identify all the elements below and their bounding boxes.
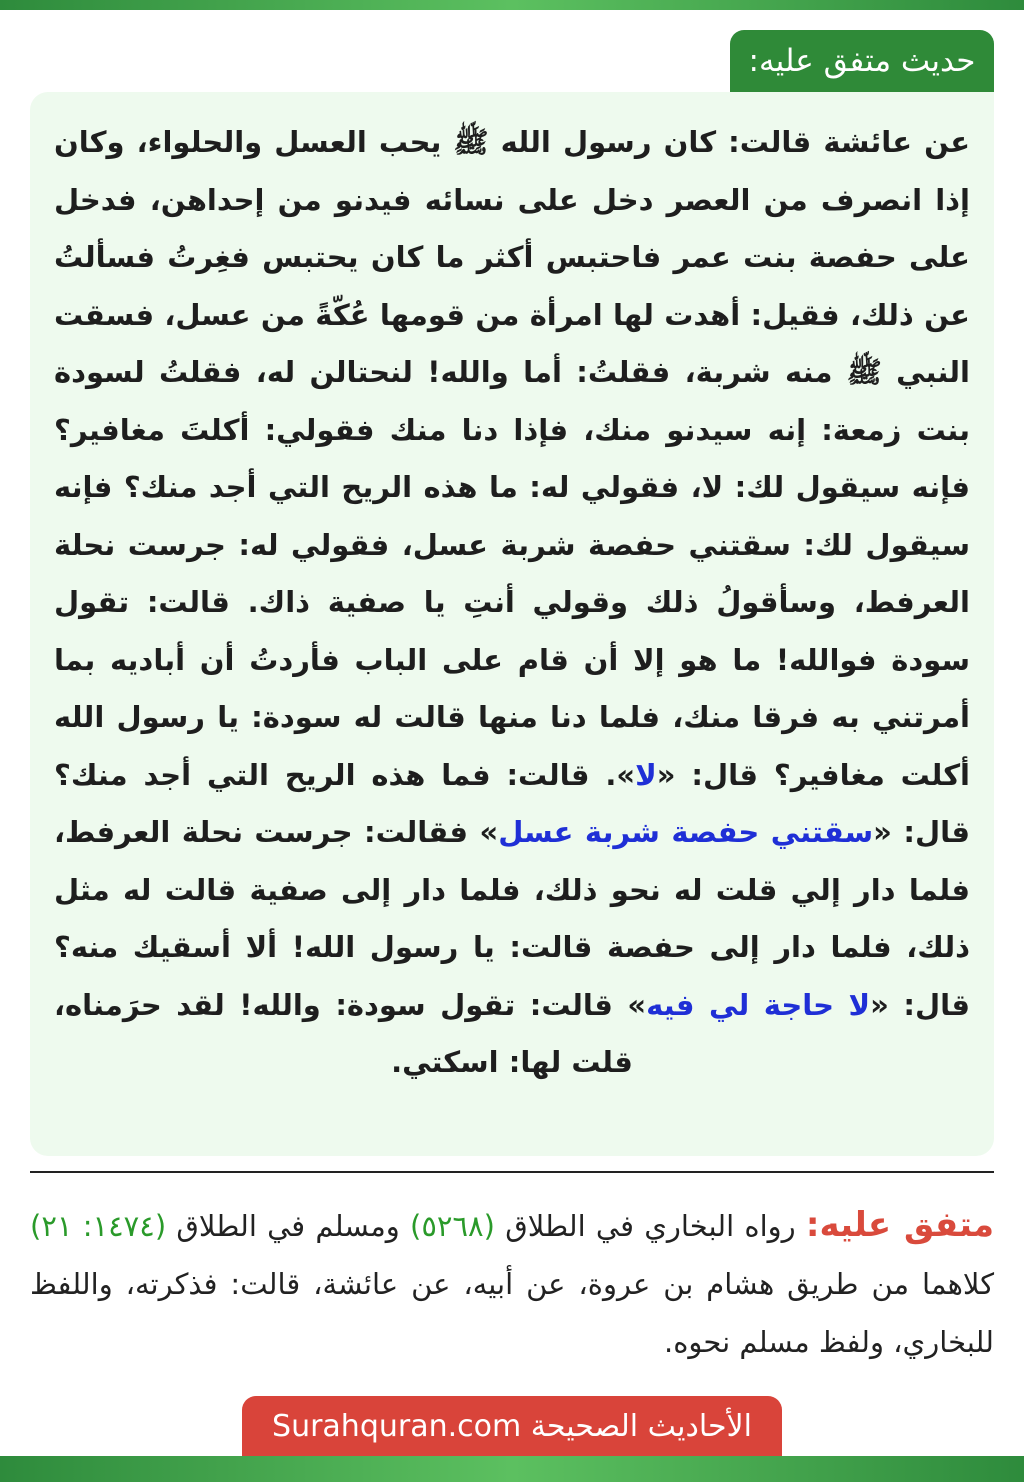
hadith-part-1: عن عائشة قالت: كان رسول الله ﷺ يحب العسل والحلواء، وكان إذا انصرف من العصر دخل على نسائه فيدنو من إحداهن، فدخل على حفصة بنت عمر فاحتبس أكثر ما كان يحتبس فغِرتُ فسألتُ عن ذلك، فقيل: أهدت لها امرأة من قومها عُكّةً من عسل، فسقت النبي ﷺ منه شربة، فقلتُ: أما والله! لنحتالن له، فقلتُ لسودة بنت زمعة: إنه سيدنو منك، فإذا دنا منك فقولي: أكلتَ مغافير؟ فإنه سيقول لك: لا، فقولي له: ما هذه الريح التي أجد منك؟ فإنه سيقول لك: سقتني حفصة شربة عسل، فقولي له: جرست نحلة العرفط، وسأقولُ ذلك وقولي أنتِ يا صفية ذاك. قالت: تقول سودة فوالله! ما هو إلا أن قام على الباب فأردتُ أن أباديه بما أمرتني به فرقا منك، فلما دنا منها قالت له سودة: يا رسول الله أكلت مغافير؟ قال: « [54, 125, 970, 792]
source-text-1: رواه البخاري في الطلاق [494, 1209, 806, 1243]
hadith-part-2: ». قالت: فما هذه الريح التي أجد منك؟ قال: « [54, 757, 970, 849]
prophet-quote-2: سقتني حفصة شربة عسل [498, 815, 874, 849]
source-text-2: ومسلم في الطلاق [166, 1209, 410, 1243]
hadith-text [54, 114, 970, 1092]
section-divider [30, 1171, 994, 1173]
prophet-quote-1: لا [635, 757, 657, 792]
source-ref-bukhari: (٥٢٦٨) [409, 1209, 495, 1243]
source-reference [30, 1196, 994, 1371]
site-link-button[interactable]: الأحاديث الصحيحة Surahquran.com [242, 1396, 782, 1458]
source-label: متفق عليه: [805, 1205, 995, 1245]
hadith-type-tag: حديث متفق عليه: [730, 30, 994, 92]
top-accent-bar [0, 0, 1024, 10]
hadith-box [30, 92, 994, 1156]
bottom-accent-bar [0, 1456, 1024, 1482]
source-ref-muslim: (١٤٧٤: ٢١) [30, 1209, 167, 1243]
hadith-part-3: » فقالت: جرست نحلة العرفط، فلما دار إلي قلت له نحو ذلك، فلما دار إلى صفية قالت له مثل ذلك، فلما دار إلى حفصة قالت: يا رسول الله! ألا أسقيك منه؟ قال: « [54, 815, 971, 1022]
source-text-3: كلاهما من طريق هشام بن عروة، عن أبيه، عن عائشة، قالت: فذكرته، واللفظ للبخاري، ولفظ مسلم نحوه. [30, 1267, 994, 1359]
prophet-quote-3: لا حاجة لي فيه [646, 987, 871, 1022]
hadith-part-4: » قالت: تقول سودة: والله! لقد حرَمناه، قلت لها: اسكتي. [54, 987, 647, 1079]
